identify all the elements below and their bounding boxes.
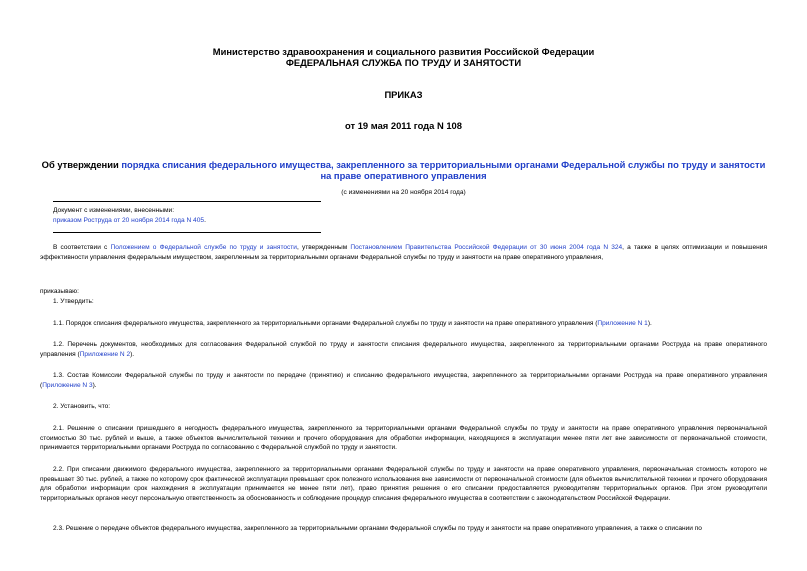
title-prefix: Об утверждении: [41, 159, 122, 170]
appendix-1-link[interactable]: Приложение N 1: [597, 320, 648, 327]
preamble-text-1: В соответствии с: [53, 244, 111, 251]
preamble: [40, 243, 767, 262]
para-1-2-end: ).: [130, 350, 135, 358]
doc-type: ПРИКАЗ: [384, 89, 423, 100]
changes-bottom-rule: [53, 232, 321, 233]
preamble-link-decree[interactable]: Постановлением Правительства Российской Федерации от 30 июня 2004 года N 324: [350, 244, 623, 251]
ministry-name: Министерство здравоохранения и социального развития Российской Федерации: [212, 46, 595, 57]
service-name: ФЕДЕРАЛЬНАЯ СЛУЖБА ПО ТРУДУ И ЗАНЯТОСТИ: [285, 57, 522, 68]
changes-line: [53, 216, 206, 225]
para-1-3: [40, 371, 767, 390]
changes-top-rule: [53, 201, 321, 202]
document-title: [40, 159, 767, 181]
para-1-1: [40, 319, 767, 329]
para-2-3: 2.3. Решение о передаче объектов федерального имущества, закрепленного за территориальными органами Федеральной службы по труду и занятости на праве оперативного управления, а также о списании по: [53, 525, 702, 532]
para-2: 2. Установить, что:: [53, 403, 111, 410]
order-word: приказываю:: [40, 288, 79, 295]
para-1-2: [40, 340, 767, 359]
date-number: от 19 мая 2011 года N 108: [345, 120, 462, 131]
changes-suffix: .: [204, 217, 206, 224]
para-1: 1. Утвердить:: [53, 298, 94, 305]
appendix-2-link[interactable]: Приложение N 2: [79, 350, 131, 358]
para-1-3-text: 1.3. Состав Комиссии Федеральной службы по труду и занятости по передаче (принятию) и списанию федерального имущества, закрепленного за территориальными органами Роструда на праве оперативного управления (: [40, 372, 767, 389]
changes-label: Документ с изменениями, внесенными:: [53, 207, 175, 214]
title-link[interactable]: порядка списания федерального имущества, закрепленного за территориальными органами Федеральной службы по труду и занятости на праве оперативного управления: [121, 159, 766, 181]
para-1-2-text: 1.2. Перечень документов, необходимых для согласования Федеральной службой по труду и занятости списания федерального имущества, закрепленного за территориальными органами Роструда на праве оперативного управления (: [40, 341, 767, 358]
appendix-3-link[interactable]: Приложение N 3: [42, 381, 93, 389]
para-2-1: 2.1. Решение о списании пришедшего в негодность федерального имущества, закрепленного за территориальными органами Федеральной службы по труду и занятости на праве оперативного управления первоначальной стоимостью 30 тыс. рублей и выше, а также объектов вычислительной техники и прочего оборудования для обработки информации, находящихся в эксплуатации менее пяти лет вне зависимости от первоначальной стоимости, принимается территориальными органами Роструда по согласованию с Федеральной службой по труду и занятости.: [40, 425, 767, 452]
para-1-1-end: ).: [647, 320, 652, 327]
para-2-2: 2.2. При списании движимого федерального имущества, закрепленного за территориальными органами Федеральной службы по труду и занятости на праве оперативного управления, первоначальная стоимость которого не превышает 30 тыс. рублей, а также по которому срок фактической эксплуатации превышает срок полезного использования вне зависимости от первоначальной стоимости (для объектов вычислительной техники и прочего оборудования для обработки информации срок нахождения в эксплуатации принимается не менее пяти лет), право принятия решения о его списании предоставляется руководителям территориальных органов. При этом руководители территориальных органов несут персональную ответственность за обоснованность и соблюдение процедур списания федерального имущества в соответствии с законодательством Российской Федерации.: [40, 466, 767, 502]
para-1-3-end: ).: [92, 381, 97, 389]
amendment-note: (с изменениями на 20 ноября 2014 года): [341, 189, 466, 196]
preamble-text-3: , а также в целях оптимизации и повышения эффективности управления федеральным имуществом, закрепленным за территориальными органами Федеральной службы по труду и занятости на праве оперативного управления,: [40, 244, 767, 261]
para-1-1-text: 1.1. Порядок списания федерального имущества, закрепленного за территориальными органами Федеральной службы по труду и занятости на праве оперативного управления (: [53, 320, 598, 327]
changes-link[interactable]: приказом Роструда от 20 ноября 2014 года N 405: [53, 217, 205, 224]
preamble-text-2: , утвержденным: [296, 244, 351, 251]
preamble-link-regulation[interactable]: Положением о Федеральной службе по труду и занятости: [110, 244, 297, 251]
